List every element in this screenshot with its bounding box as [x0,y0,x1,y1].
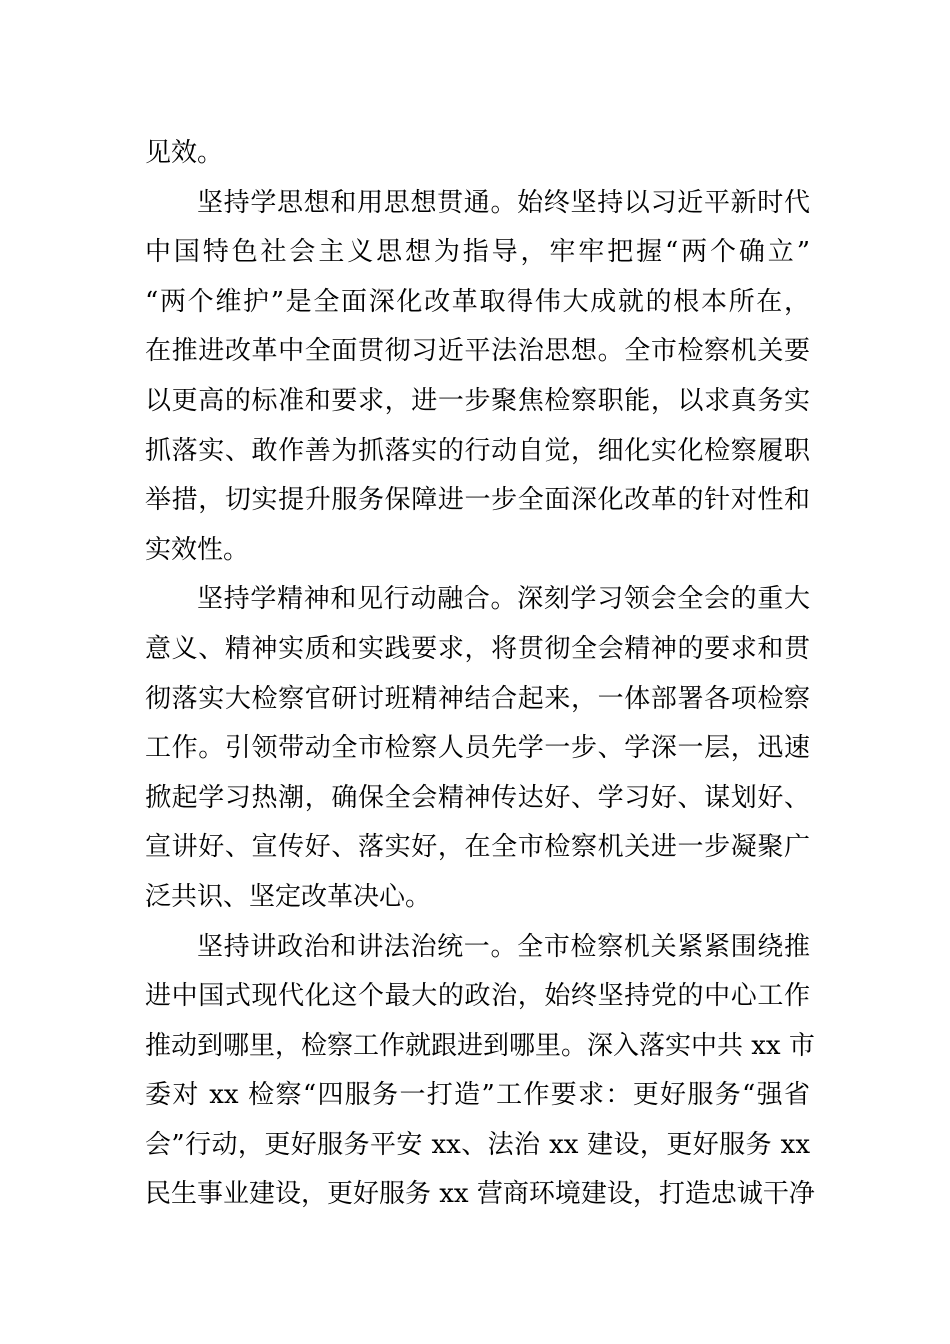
text-line: 会”行动，更好服务平安 xx、法治 xx 建设，更好服务 xx [145,1129,810,1160]
text-line: 在推进改革中全面贯彻习近平法治思想。全市检察机关要 [145,336,810,367]
text-line: 掀起学习热潮，确保全会精神传达好、学习好、谋划好、 [145,782,810,813]
text-line: 意义、精神实质和实践要求，将贯彻全会精神的要求和贯 [145,633,810,664]
text-line: 民生事业建设，更好服务 xx 营商环境建设，打造忠诚干净 [145,1179,815,1210]
text-line: 坚持讲政治和讲法治统一。全市检察机关紧紧围绕推 [197,931,810,962]
text-line: 举措，切实提升服务保障进一步全面深化改革的针对性和 [145,485,810,516]
text-line: “两个维护”是全面深化改革取得伟大成就的根本所在， [145,286,810,317]
paragraph [145,575,810,922]
text-line: 以更高的标准和要求，进一步聚焦检察职能，以求真务实 [145,385,810,416]
text-line: 彻落实大检察官研讨班精神结合起来，一体部署各项检察 [145,683,810,714]
text-line: 中国特色社会主义思想为指导，牢牢把握“两个确立” [145,237,810,268]
text-line: 泛共识、坚定改革决心。 [145,881,432,912]
paragraph [145,179,810,576]
text-line: 见效。 [145,138,224,168]
text-line: 坚持学精神和见行动融合。深刻学习领会全会的重大 [197,584,810,615]
text-line: 坚持学思想和用思想贯通。始终坚持以习近平新时代 [197,187,810,218]
paragraph [145,129,810,179]
text-line: 工作。引领带动全市检察人员先学一步、学深一层，迅速 [145,733,810,764]
text-line: 进中国式现代化这个最大的政治，始终坚持党的中心工作 [145,981,810,1012]
text-line: 抓落实、敢作善为抓落实的行动自觉，细化实化检察履职 [145,435,810,466]
text-line: 委对 xx 检察“四服务一打造”工作要求：更好服务“强省 [145,1080,810,1111]
text-line: 实效性。 [145,534,250,565]
text-line: 宣讲好、宣传好、落实好，在全市检察机关进一步凝聚广 [145,832,810,863]
document-body [145,129,815,1220]
text-line: 推动到哪里，检察工作就跟进到哪里。深入落实中共 xx 市 [145,1030,815,1061]
paragraph [145,923,815,1221]
